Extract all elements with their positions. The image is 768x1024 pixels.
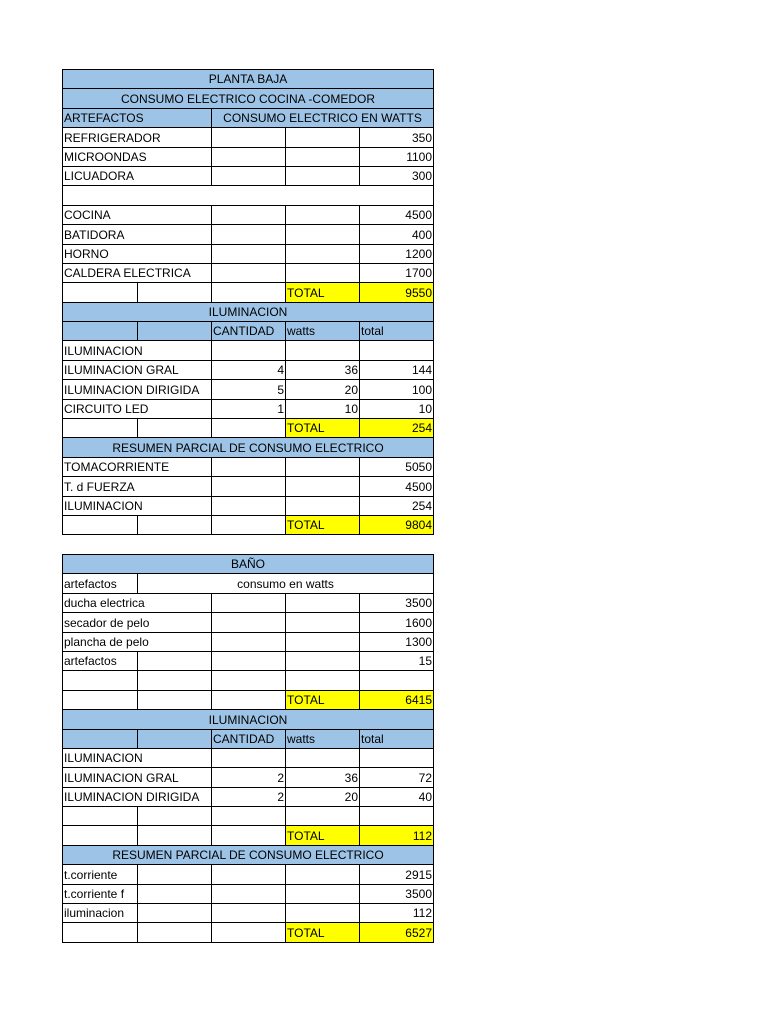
cell[interactable]	[138, 515, 212, 534]
cell-iluminacion[interactable]: CIRCUITO LED	[63, 399, 212, 418]
cell-iluminacion[interactable]: ILUMINACION DIRIGIDA	[63, 380, 212, 399]
section-title[interactable]: ILUMINACION	[63, 302, 434, 321]
table-title[interactable]: BAÑO	[63, 555, 434, 574]
table-row	[63, 748, 434, 767]
table-row	[63, 632, 434, 651]
cell-artefacto[interactable]: BATIDORA	[63, 225, 212, 244]
cell[interactable]	[212, 651, 286, 670]
bano-table	[62, 554, 434, 943]
cell[interactable]	[212, 263, 286, 282]
cell-iluminacion[interactable]: ILUMINACION GRAL	[63, 768, 212, 787]
cell-total[interactable]: 10	[360, 399, 434, 418]
cell-artefacto[interactable]: secador de pelo	[63, 613, 212, 632]
cell-cantidad[interactable]: 2	[212, 787, 286, 806]
cell[interactable]	[138, 884, 212, 903]
section-title[interactable]: RESUMEN PARCIAL DE CONSUMO ELECTRICO	[63, 438, 434, 457]
table-row	[63, 147, 434, 166]
cell[interactable]	[212, 147, 286, 166]
cell-resumen[interactable]: T. d FUERZA	[63, 477, 212, 496]
section-title[interactable]: CONSUMO ELECTRICO COCINA -COMEDOR	[63, 89, 434, 108]
cell-artefacto[interactable]: COCINA	[63, 205, 212, 224]
table-row	[63, 710, 434, 729]
cell[interactable]	[286, 263, 360, 282]
cell-total[interactable]: 100	[360, 380, 434, 399]
cell[interactable]	[286, 496, 360, 515]
column-header-cantidad[interactable]: CANTIDAD	[212, 729, 286, 748]
cell-artefacto[interactable]: MICROONDAS	[63, 147, 212, 166]
cell-watts[interactable]: 3500	[360, 593, 434, 612]
cell[interactable]	[212, 419, 286, 438]
table-row	[63, 651, 434, 670]
cell[interactable]	[138, 807, 212, 826]
cell[interactable]	[63, 729, 138, 748]
table-row	[63, 768, 434, 787]
column-header-consumo[interactable]: CONSUMO ELECTRICO EN WATTS	[212, 108, 434, 127]
cell[interactable]	[286, 651, 360, 670]
cell-watts[interactable]: 350	[360, 128, 434, 147]
cell-artefacto[interactable]: artefactos	[63, 651, 138, 670]
cell[interactable]	[63, 690, 138, 709]
cell-total[interactable]	[360, 807, 434, 826]
cell-artefacto[interactable]: REFRIGERADOR	[63, 128, 212, 147]
cell-iluminacion[interactable]: ILUMINACION	[63, 341, 212, 360]
table-row	[63, 826, 434, 845]
cell-cantidad[interactable]	[212, 807, 286, 826]
total-label[interactable]: TOTAL	[286, 515, 360, 534]
table-row	[63, 186, 434, 205]
cell-artefacto[interactable]	[63, 671, 138, 690]
table-row	[63, 205, 434, 224]
cell[interactable]	[212, 923, 286, 942]
cell[interactable]	[138, 690, 212, 709]
cell[interactable]	[286, 225, 360, 244]
cell-cantidad[interactable]	[212, 341, 286, 360]
cell-total[interactable]: 72	[360, 768, 434, 787]
table-row	[63, 555, 434, 574]
cell[interactable]	[138, 923, 212, 942]
column-header-artefactos[interactable]: ARTEFACTOS	[63, 108, 212, 127]
cell-resumen[interactable]: t.corriente f	[63, 884, 138, 903]
table-row	[63, 283, 434, 302]
cell-resumen[interactable]: ILUMINACION	[63, 496, 212, 515]
cell[interactable]	[138, 651, 212, 670]
table-row	[63, 399, 434, 418]
table-row	[63, 729, 434, 748]
cell-watts[interactable]: 400	[360, 225, 434, 244]
cell[interactable]	[138, 904, 212, 923]
total-value[interactable]: 6527	[360, 923, 434, 942]
column-header-total[interactable]: total	[360, 322, 434, 341]
table-row	[63, 89, 434, 108]
cell[interactable]	[212, 166, 286, 185]
cell[interactable]	[212, 477, 286, 496]
table-row	[63, 341, 434, 360]
table-row	[63, 904, 434, 923]
column-header-artefactos[interactable]: artefactos	[63, 574, 138, 593]
cell-artefacto[interactable]: ducha electrica	[63, 593, 212, 612]
cell-value[interactable]: 5050	[360, 457, 434, 476]
table-row	[63, 244, 434, 263]
cell[interactable]	[63, 283, 138, 302]
cell[interactable]	[212, 613, 286, 632]
table-row	[63, 496, 434, 515]
cell[interactable]	[212, 457, 286, 476]
cell-empty[interactable]	[63, 186, 434, 205]
cell[interactable]	[212, 515, 286, 534]
column-header-cantidad[interactable]: CANTIDAD	[212, 322, 286, 341]
total-label[interactable]: TOTAL	[286, 283, 360, 302]
total-value[interactable]: 9550	[360, 283, 434, 302]
cell[interactable]	[286, 884, 360, 903]
table-row	[63, 225, 434, 244]
cell[interactable]	[138, 322, 212, 341]
table-row	[63, 690, 434, 709]
cell-iluminacion[interactable]	[63, 807, 138, 826]
cell-artefacto[interactable]: HORNO	[63, 244, 212, 263]
table-row	[63, 923, 434, 942]
cell[interactable]	[212, 632, 286, 651]
cell-cantidad[interactable]: 2	[212, 768, 286, 787]
cell[interactable]	[286, 457, 360, 476]
cell[interactable]	[286, 205, 360, 224]
cell[interactable]	[138, 671, 212, 690]
total-label[interactable]: TOTAL	[286, 690, 360, 709]
cell[interactable]	[286, 671, 360, 690]
table-row	[63, 807, 434, 826]
table-row	[63, 70, 434, 89]
table-row	[63, 263, 434, 282]
cell[interactable]	[286, 477, 360, 496]
cell-resumen[interactable]: TOMACORRIENTE	[63, 457, 212, 476]
cell[interactable]	[212, 128, 286, 147]
section-title[interactable]: RESUMEN PARCIAL DE CONSUMO ELECTRICO	[63, 845, 434, 864]
cell-value[interactable]: 3500	[360, 884, 434, 903]
table-row	[63, 845, 434, 864]
table-row	[63, 477, 434, 496]
cell-watts[interactable]: 1200	[360, 244, 434, 263]
column-header-total[interactable]: total	[360, 729, 434, 748]
cell-cantidad[interactable]: 5	[212, 380, 286, 399]
cell[interactable]	[63, 826, 138, 845]
total-value[interactable]: 112	[360, 826, 434, 845]
cell-watts[interactable]: 10	[286, 399, 360, 418]
table-row	[63, 671, 434, 690]
column-header-watts[interactable]: watts	[286, 322, 360, 341]
total-value[interactable]: 6415	[360, 690, 434, 709]
cell[interactable]	[212, 593, 286, 612]
section-title[interactable]: ILUMINACION	[63, 710, 434, 729]
table-row	[63, 515, 434, 534]
cell[interactable]	[138, 283, 212, 302]
cell[interactable]	[286, 166, 360, 185]
table-row	[63, 787, 434, 806]
cell[interactable]	[212, 865, 286, 884]
cell-value[interactable]: 112	[360, 904, 434, 923]
table-row	[63, 108, 434, 127]
cell-watts[interactable]: 36	[286, 360, 360, 379]
table-row	[63, 419, 434, 438]
cell-artefacto[interactable]: LICUADORA	[63, 166, 212, 185]
cell[interactable]	[212, 244, 286, 263]
cell[interactable]	[63, 322, 138, 341]
cell-total[interactable]: 144	[360, 360, 434, 379]
cell[interactable]	[212, 904, 286, 923]
cell-watts[interactable]: 1600	[360, 613, 434, 632]
table-row	[63, 302, 434, 321]
total-label[interactable]: TOTAL	[286, 826, 360, 845]
cell[interactable]	[138, 865, 212, 884]
total-value[interactable]: 9804	[360, 515, 434, 534]
cell[interactable]	[138, 826, 212, 845]
cell-watts[interactable]: 1300	[360, 632, 434, 651]
cell-iluminacion[interactable]: ILUMINACION GRAL	[63, 360, 212, 379]
cell-watts[interactable]	[286, 807, 360, 826]
cell-iluminacion[interactable]: ILUMINACION	[63, 748, 212, 767]
table-row	[63, 457, 434, 476]
cell[interactable]	[212, 671, 286, 690]
column-header-consumo[interactable]: consumo en watts	[138, 574, 434, 593]
total-value[interactable]: 254	[360, 419, 434, 438]
cell[interactable]	[286, 147, 360, 166]
table-row	[63, 884, 434, 903]
cell-watts[interactable]: 300	[360, 166, 434, 185]
cell-total[interactable]: 40	[360, 787, 434, 806]
cell-total[interactable]	[360, 341, 434, 360]
cell[interactable]	[286, 904, 360, 923]
cell[interactable]	[286, 865, 360, 884]
cell-value[interactable]: 254	[360, 496, 434, 515]
cell-watts[interactable]	[360, 671, 434, 690]
table-row	[63, 865, 434, 884]
cell[interactable]	[286, 128, 360, 147]
cell-watts[interactable]	[286, 748, 360, 767]
cell-watts[interactable]: 20	[286, 787, 360, 806]
cell[interactable]	[212, 884, 286, 903]
cell-artefacto[interactable]: plancha de pelo	[63, 632, 212, 651]
cell-cantidad[interactable]: 1	[212, 399, 286, 418]
cell[interactable]	[63, 515, 138, 534]
cell[interactable]	[212, 690, 286, 709]
cell-watts[interactable]: 15	[360, 651, 434, 670]
table-title[interactable]: PLANTA BAJA	[63, 70, 434, 89]
total-label[interactable]: TOTAL	[286, 923, 360, 942]
cell-iluminacion[interactable]: ILUMINACION DIRIGIDA	[63, 787, 212, 806]
cell-watts[interactable]: 4500	[360, 205, 434, 224]
column-header-watts[interactable]: watts	[286, 729, 360, 748]
cell[interactable]	[212, 826, 286, 845]
table-row	[63, 322, 434, 341]
table-row	[63, 360, 434, 379]
table-row	[63, 574, 434, 593]
cell[interactable]	[286, 593, 360, 612]
cell[interactable]	[63, 419, 138, 438]
cell[interactable]	[286, 244, 360, 263]
table-row	[63, 438, 434, 457]
planta-baja-table	[62, 69, 434, 535]
table-row	[63, 380, 434, 399]
cell[interactable]	[138, 729, 212, 748]
cell[interactable]	[212, 283, 286, 302]
cell[interactable]	[63, 923, 138, 942]
cell[interactable]	[212, 205, 286, 224]
total-label[interactable]: TOTAL	[286, 419, 360, 438]
cell-watts[interactable]: 1100	[360, 147, 434, 166]
cell-watts[interactable]: 1700	[360, 263, 434, 282]
cell-cantidad[interactable]	[212, 748, 286, 767]
table-row	[63, 166, 434, 185]
cell[interactable]	[212, 225, 286, 244]
cell-artefacto[interactable]: CALDERA ELECTRICA	[63, 263, 212, 282]
cell-resumen[interactable]: t.corriente	[63, 865, 138, 884]
cell[interactable]	[212, 496, 286, 515]
cell-watts[interactable]	[286, 341, 360, 360]
cell-value[interactable]: 4500	[360, 477, 434, 496]
table-row	[63, 613, 434, 632]
cell-watts[interactable]: 36	[286, 768, 360, 787]
cell[interactable]	[286, 613, 360, 632]
table-row	[63, 128, 434, 147]
cell-watts[interactable]: 20	[286, 380, 360, 399]
table-row	[63, 593, 434, 612]
cell[interactable]	[138, 419, 212, 438]
cell-resumen[interactable]: iluminacion	[63, 904, 138, 923]
cell-total[interactable]	[360, 748, 434, 767]
cell-cantidad[interactable]: 4	[212, 360, 286, 379]
cell-value[interactable]: 2915	[360, 865, 434, 884]
cell[interactable]	[286, 632, 360, 651]
